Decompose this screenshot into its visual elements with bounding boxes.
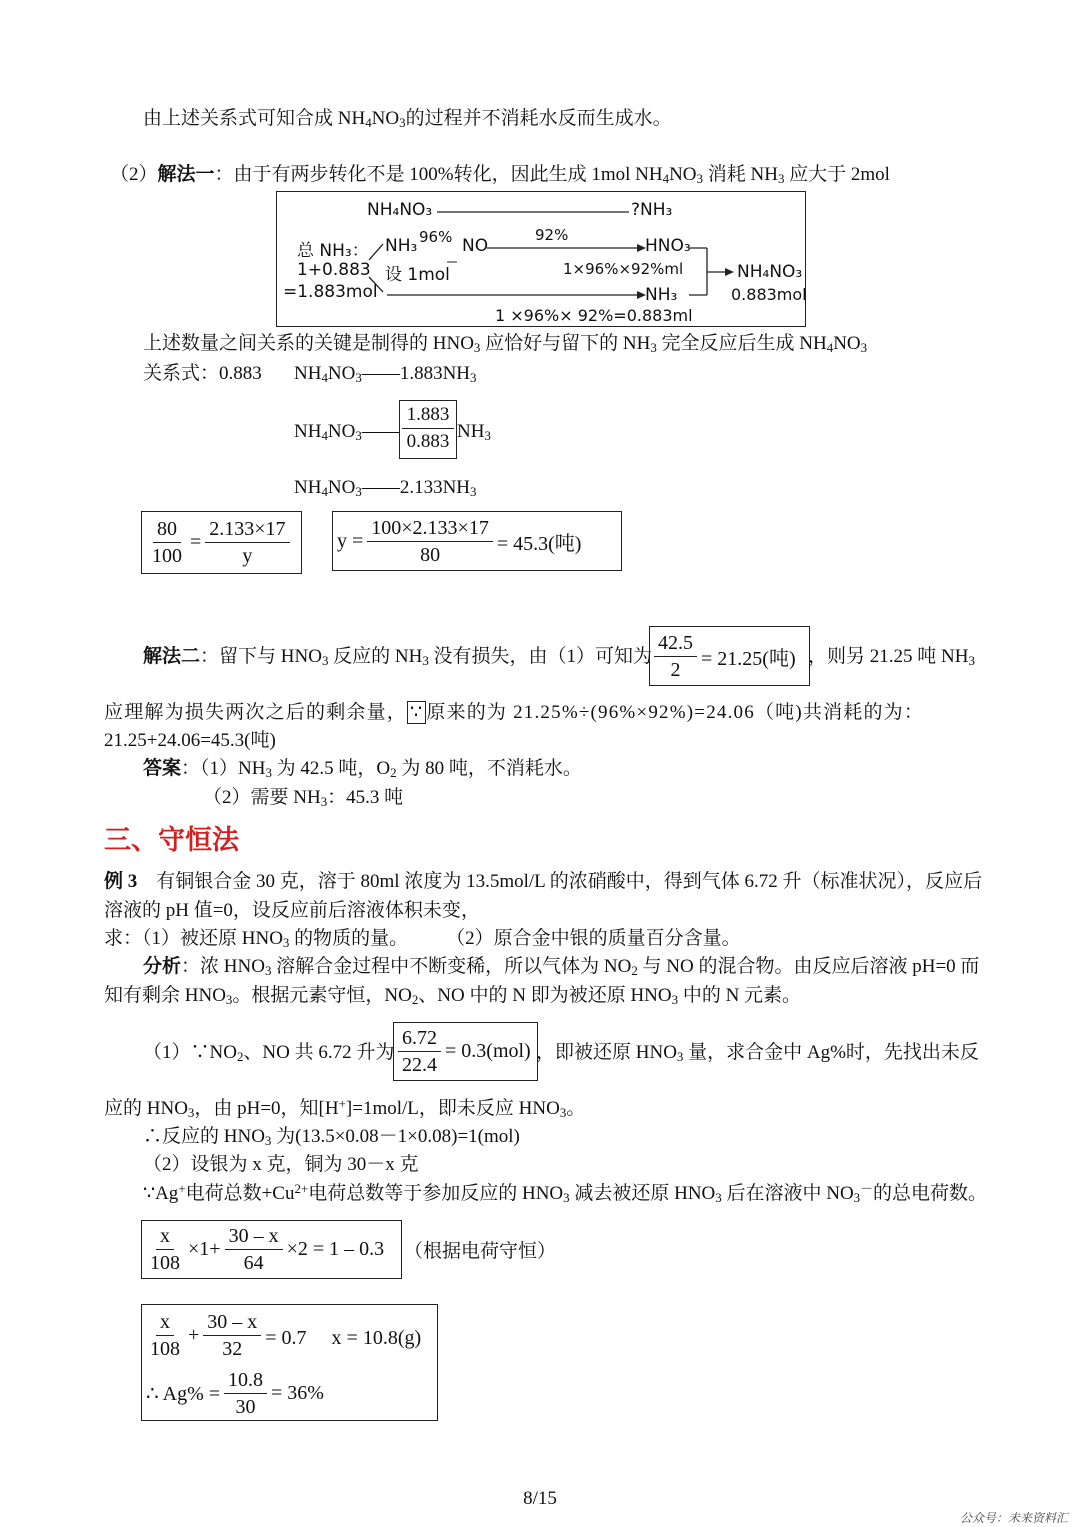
relation-fraction-numerator: 1.883 — [402, 402, 454, 429]
step-1-text: $(1)\because NO_2$、NO 共 6.72 升为 — [143, 1042, 395, 1065]
paragraph-1: 由上述关系式可知合成 $NH_4NO_3$的过程并不消耗水反而生成水。 — [143, 108, 672, 131]
relation-line-1: $NH_4NO_3——1.883NH_3$ — [294, 363, 477, 386]
diagram-product-amount: 0.883mol — [731, 285, 807, 304]
equation-box-2: y = $\frac{100\times 2.133\times 17}{80}$ = 45.3(吨) — [332, 511, 622, 571]
diagram-total-label: 总 NH₃： — [297, 241, 369, 261]
example-3-line-1: 例 3 有铜银合金 30 克，溶于 80ml 浓度为 13.5mol/L 的浓硝酸中，得到气体 6.72 升（标准状况），反应后 — [104, 871, 983, 892]
step-2-line-2: ∵Ag+电荷总数$+Cu^{2+}$电荷总数等于参加反应的 $HNO_3$ 减去被还原 $HNO_3$ 后在溶液中 $NO_3^-$的总电荷数。 — [143, 1181, 988, 1206]
diagram-nh3: NH₃ — [385, 236, 418, 256]
equation-box-1: $\frac{80}{100}$ = $\frac{2.133\times 17}{y}$ — [141, 511, 302, 574]
diagram-pct96: 96% — [419, 228, 453, 246]
relation-label: 关系式：0.883 — [143, 363, 262, 384]
section-heading: 三、守恒法 — [104, 825, 239, 855]
charge-conservation-note: （根据电荷守恒） — [404, 1241, 557, 1262]
conversion-diagram — [276, 191, 806, 327]
diagram-calc2: 1 ×96%× 92%=0.883ml — [495, 306, 693, 325]
diagram-product: NH₄NO₃ — [737, 262, 803, 282]
step-1-fraction-box: $\frac{6.72}{22.4}$ = 0.3(mol) — [393, 1022, 538, 1081]
watermark: 公众号：未来资料汇 — [959, 1511, 1068, 1525]
diagram-hno3: HNO₃ — [645, 236, 691, 256]
solution-2-text: 解法二：留下与 $HNO_3$ 反应的 $NH_3$ 没有损失，由（1）可知为 — [143, 646, 653, 669]
solution-2-line-3: 21.25+24.06=45.3(吨) — [104, 730, 276, 751]
diagram-top-left: NH₄NO₃ — [367, 200, 433, 220]
answer-line-1: 答案：$(1)NH_3$ 为 42.5 吨，$O_2$ 为 80 吨，不消耗水。 — [143, 758, 582, 781]
equation-box-3: $\frac{x}{108}$ ×1+ $\frac{30 - x}{64}$ ×2 = 1 – 0.3 — [141, 1220, 402, 1279]
page-number: 8/15 — [523, 1488, 557, 1509]
diagram-set: 设 1mol — [385, 265, 450, 285]
diagram-no: NO — [462, 236, 489, 256]
diagram-pct92: 92% — [535, 226, 569, 244]
relation-line-2-left: $NH_4NO_3——$ — [294, 421, 400, 444]
relation-fraction-denominator: 0.883 — [406, 431, 450, 452]
step-1-text-end: ，即被还原 $HNO_3$ 量，求合金中 Ag%时，先找出未反 — [536, 1042, 979, 1065]
solution-2-fraction-box: $\frac{42.5}{2}$ = 21.25(吨) — [649, 626, 810, 686]
solution-1-intro: （2）解法一：由于有两步转化不是 100%转化，因此生成 1mol $NH_4NO_3$ 消耗 $NH_3$ 应大于 2mol — [110, 164, 890, 187]
analysis-line-1: 分析：浓 $HNO_3$ 溶解合金过程中不断变稀，所以气体为 $NO_2$ 与 NO 的混合物。由反应后溶液 pH=0 而 — [143, 956, 980, 979]
relation-line-3: $NH_4NO_3——2.133NH_3$ — [294, 477, 477, 500]
step-2-line-1: （2）设银为 x 克，铜为 30－x 克 — [143, 1154, 419, 1175]
relation-fraction-box — [399, 400, 457, 459]
example-3-line-3: 求：（1）被还原 $HNO_3$ 的物质的量。 （2）原合金中银的质量百分含量。 — [104, 928, 741, 951]
key-relation-text: 上述数量之间关系的关键是制得的 $HNO_3$ 应恰好与留下的 $NH_3$ 完全反应后生成 $NH_4NO_3$ — [143, 333, 868, 356]
relation-line-2-right: $NH_3$ — [457, 421, 491, 444]
equation-box-4: $\frac{x}{108}$ + $\frac{30 - x}{32}$ = 0.7 x = 10.8(g) ∴ Ag% = $\frac{10.8}{30}$ = 36% — [141, 1304, 438, 1421]
answer-line-2: （2）需要 $NH_3$：45.3 吨 — [203, 787, 404, 810]
solution-2-text-end: ，则另 21.25 吨 $NH_3$ — [808, 646, 975, 669]
solution-2-line-2: 应理解为损失两次之后的剩余量， ∵ 原来的为 21.25%÷(96%×92%)=24.06（吨)共消耗的为： — [104, 702, 925, 723]
analysis-line-2: 知有剩余 $HNO_3$。根据元素守恒，$NO_2$、NO 中的 N 即为被还原 $HNO_3$ 中的 N 元素。 — [104, 985, 802, 1008]
diagram-calc1: 1×96%×92%ml — [563, 260, 684, 278]
step-1-line-3: ∴反应的 $HNO_3$ 为(13.5×0.08－1×0.08)=1(mol) — [143, 1126, 520, 1149]
diagram-nh3-b: NH₃ — [645, 285, 678, 305]
diagram-total-2: =1.883mol — [283, 282, 378, 302]
diagram-top-right: ?NH₃ — [631, 200, 673, 220]
example-3-line-2: 溶液的 pH 值=0，设反应前后溶液体积未变， — [104, 900, 480, 921]
diagram-total-1: 1+0.883 — [297, 260, 371, 280]
step-1-line-2: 应的 $HNO_3$，由 pH=0，知[H+]=1mol/L，即未反应 $HNO_3$。 — [104, 1096, 586, 1121]
